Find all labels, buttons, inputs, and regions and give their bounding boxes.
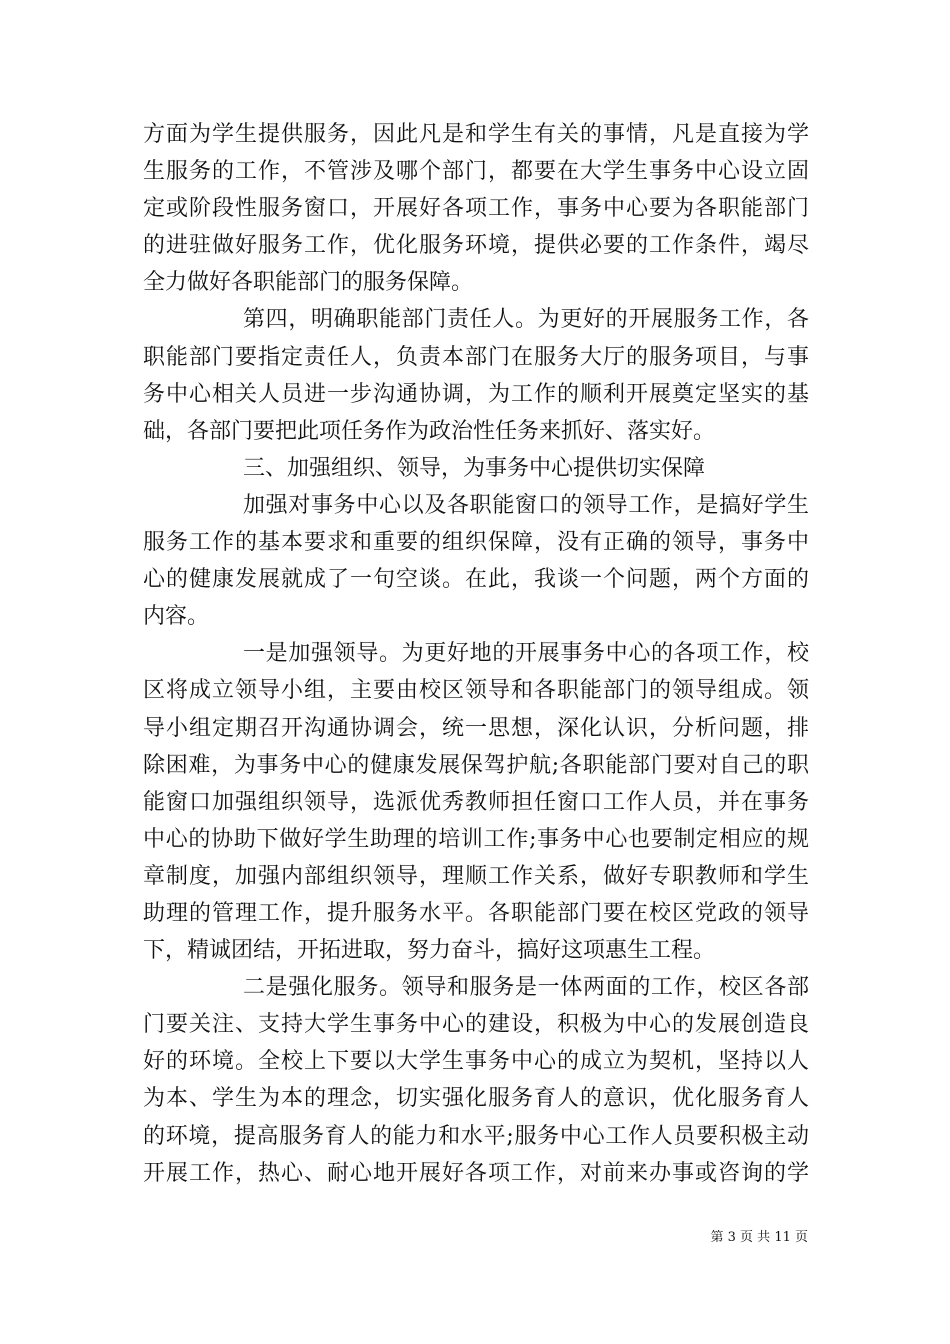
text-line: 础，各部门要把此项任务作为政治性任务来抓好、落实好。	[143, 418, 716, 444]
text-line: 区将成立领导小组，主要由校区领导和各职能部门的领导组成。领	[143, 678, 809, 704]
text-line: 全力做好各职能部门的服务保障。	[143, 270, 474, 296]
text-line: 中心的协助下做好学生助理的培训工作;事务中心也要制定相应的规	[143, 826, 809, 852]
document-body	[143, 116, 809, 1192]
text-line: 一是加强领导。为更好地的开展事务中心的各项工作，校	[243, 641, 809, 667]
text-line: 务中心相关人员进一步沟通协调，为工作的顺利开展奠定坚实的基	[143, 381, 809, 407]
text-line: 能窗口加强组织领导，选派优秀教师担任窗口工作人员，并在事务	[143, 789, 809, 815]
text-line: 下，精诚团结，开拓进取，努力奋斗，搞好这项惠生工程。	[143, 938, 716, 964]
text-line: 的环境，提高服务育人的能力和水平;服务中心工作人员要积极主动	[143, 1123, 809, 1149]
text-line: 开展工作，热心、耐心地开展好各项工作，对前来办事或咨询的学	[143, 1160, 809, 1186]
page-number: 第 3 页 共 11 页	[710, 1230, 808, 1245]
text-line: 第四，明确职能部门责任人。为更好的开展服务工作，各	[243, 307, 809, 333]
text-line: 三、加强组织、领导，为事务中心提供切实保障	[243, 455, 706, 481]
text-line: 的进驻做好服务工作，优化服务环境，提供必要的工作条件，竭尽	[143, 233, 809, 259]
text-line: 服务工作的基本要求和重要的组织保障，没有正确的领导，事务中	[143, 530, 809, 556]
text-line: 好的环境。全校上下要以大学生事务中心的成立为契机，坚持以人	[143, 1049, 809, 1075]
text-line: 导小组定期召开沟通协调会，统一思想，深化认识，分析问题，排	[143, 715, 809, 741]
text-line: 定或阶段性服务窗口，开展好各项工作，事务中心要为各职能部门	[143, 196, 809, 222]
text-line: 内容。	[143, 604, 210, 630]
text-line: 为本、学生为本的理念，切实强化服务育人的意识，优化服务育人	[143, 1086, 809, 1112]
text-line: 生服务的工作，不管涉及哪个部门，都要在大学生事务中心设立固	[143, 159, 809, 185]
text-line: 章制度，加强内部组织领导，理顺工作关系，做好专职教师和学生	[143, 863, 809, 889]
text-line: 职能部门要指定责任人，负责本部门在服务大厅的服务项目，与事	[143, 344, 809, 370]
text-line: 助理的管理工作，提升服务水平。各职能部门要在校区党政的领导	[143, 900, 809, 926]
text-line: 门要关注、支持大学生事务中心的建设，积极为中心的发展创造良	[143, 1012, 809, 1038]
text-line: 方面为学生提供服务，因此凡是和学生有关的事情，凡是直接为学	[143, 122, 809, 147]
text-line: 加强对事务中心以及各职能窗口的领导工作，是搞好学生	[243, 492, 809, 518]
text-line: 心的健康发展就成了一句空谈。在此，我谈一个问题，两个方面的	[143, 567, 809, 593]
text-line: 除困难，为事务中心的健康发展保驾护航;各职能部门要对自己的职	[143, 752, 809, 778]
text-line: 二是强化服务。领导和服务是一体两面的工作，校区各部	[243, 975, 809, 1001]
